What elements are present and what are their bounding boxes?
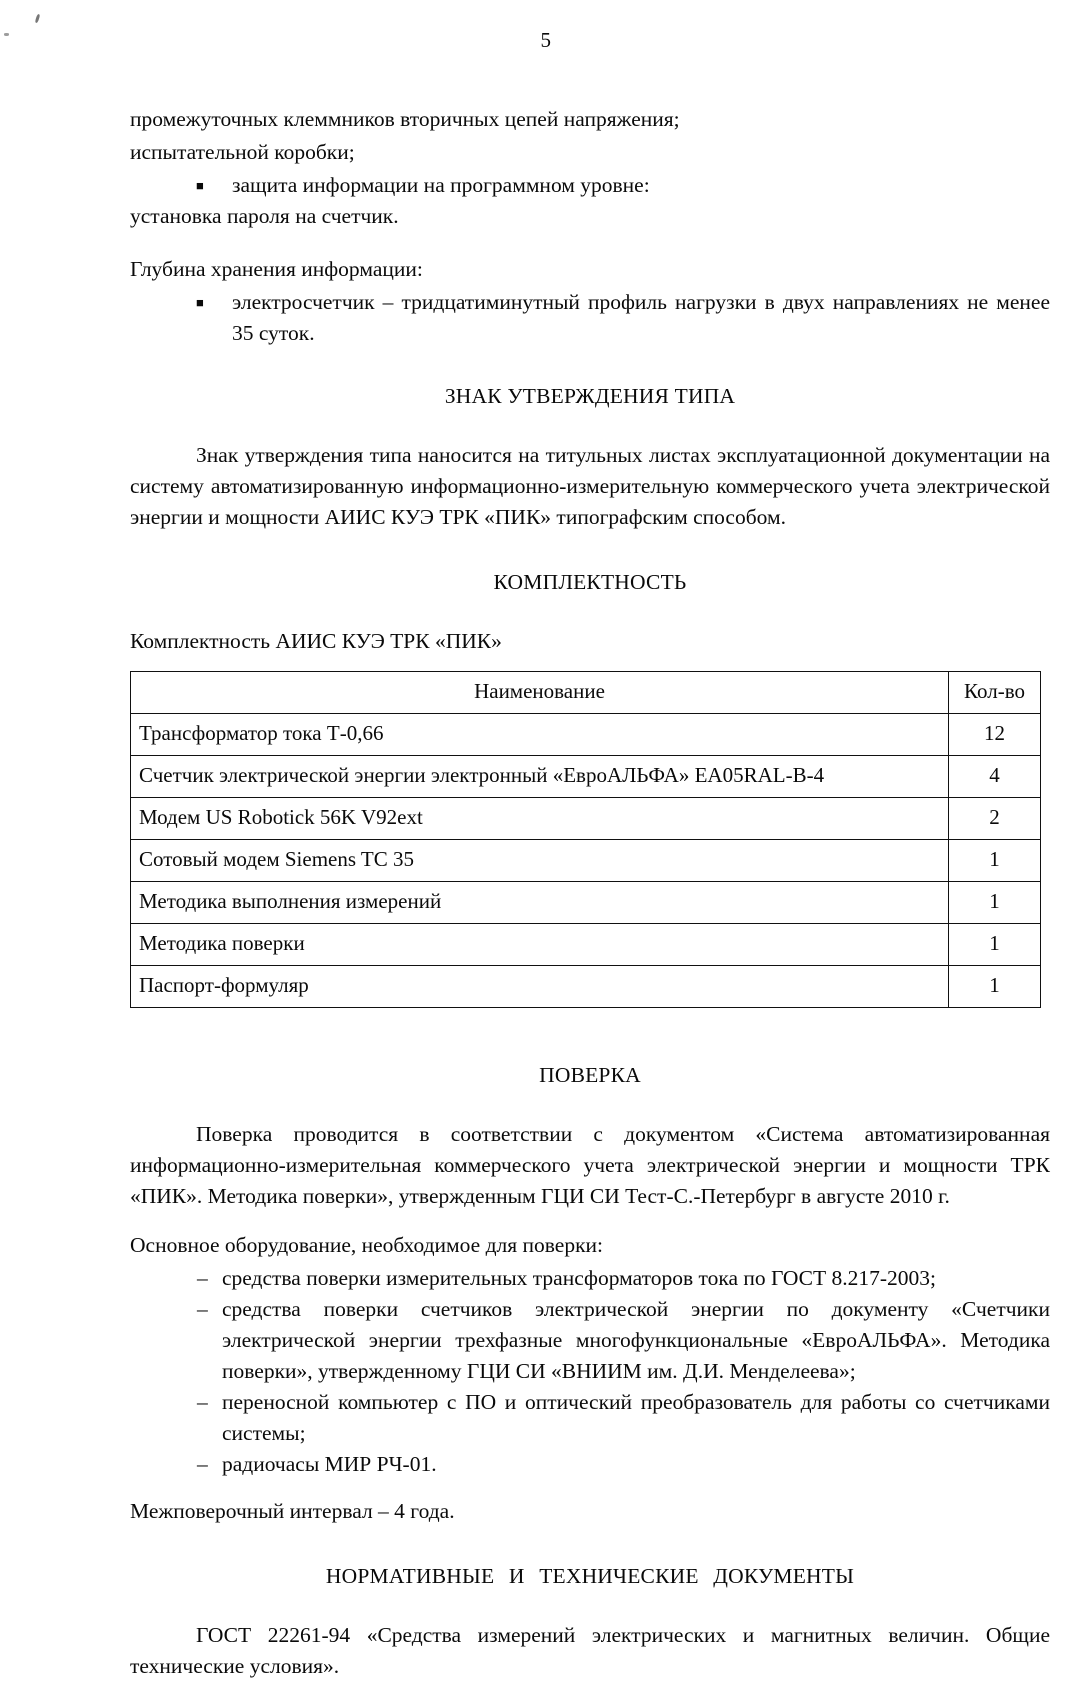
page-number: 5 [540,28,552,52]
table-row [131,882,1041,924]
table-cell-qty: 4 [949,756,1041,798]
equipment-intro: Основное оборудование, необходимое для поверки: [130,1233,604,1257]
heading-normative-part-1: НОРМАТИВНЫЕ [325,1564,495,1588]
equipment-item [130,1387,1050,1449]
equipment-item-text: средства поверки измерительных трансформаторов тока по ГОСТ 8.217-2003; [222,1266,937,1290]
table-cell-qty: 1 [949,966,1041,1008]
heading-normative-documents [130,1561,1050,1592]
equipment-item [130,1294,1050,1387]
bullet-item-protection-text: защита информации на программном уровне: [232,173,650,197]
bullet-item-protection [130,170,1050,201]
continuation-line-2: испытательной коробки; [130,140,355,164]
equipment-item-text: радиочасы МИР РЧ-01. [222,1452,437,1476]
table-header-row [131,672,1041,714]
table-cell-qty: 1 [949,840,1041,882]
table-header-qty: Кол-во [949,672,1041,714]
table-row [131,756,1041,798]
table-cell-qty: 1 [949,882,1041,924]
table-cell-qty: 12 [949,714,1041,756]
table-cell-name: Методика выполнения измерений [131,882,949,924]
heading-normative-part-3: ТЕХНИЧЕСКИЕ [539,1564,699,1588]
heading-normative-part-4: ДОКУМЕНТЫ [713,1564,855,1588]
protection-followup: установка пароля на счетчик. [130,204,399,228]
continuation-line-1: промежуточных клеммников вторичных цепей напряжения; [130,107,680,131]
table-row [131,924,1041,966]
bullet-item-storage [130,287,1050,349]
table-cell-name: Сотовый модем Siemens TC 35 [131,840,949,882]
table-cell-name: Трансформатор тока Т-0,66 [131,714,949,756]
equipment-item-text: средства поверки счетчиков электрической энергии по документу «Счетчики электрической энергии трехфазные многофункциональные «ЕвроАЛЬФА». Методика поверки», утвержденному ГЦИ СИ «ВНИИМ им. Д.И. Менделеева»; [222,1297,1050,1383]
bullet-item-storage-text: электросчетчик – тридцатиминутный профиль нагрузки в двух направлениях не менее 35 суток. [232,290,1050,345]
completeness-table [130,671,1041,1008]
normative-paragraph: ГОСТ 22261-94 «Средства измерений электрических и магнитных величин. Общие технические условия». [130,1623,1050,1678]
page-content [130,104,1050,1684]
table-cell-name: Счетчик электрической энергии электронный «ЕвроАЛЬФА» ЕА05RAL-B-4 [131,756,949,798]
completeness-subtitle: Комплектность АИИС КУЭ ТРК «ПИК» [130,629,502,653]
equipment-item-text: переносной компьютер с ПО и оптический преобразователь для работы со счетчиками системы; [222,1390,1050,1445]
type-approval-paragraph: Знак утверждения типа наносится на титульных листах эксплуатационной документации на систему автоматизированную информационно-измерительную коммерческого учета электрической энергии и мощности АИИС КУЭ ТРК «ПИК» типографским способом. [130,443,1050,529]
table-cell-name: Модем US Robotick 56K V92ext [131,798,949,840]
storage-depth-intro: Глубина хранения информации: [130,257,423,281]
table-cell-qty: 1 [949,924,1041,966]
table-row [131,798,1041,840]
dash-bullet-icon: – [197,1266,208,1290]
verification-paragraph: Поверка проводится в соответствии с документом «Система автоматизированная информационно-измерительная коммерческого учета электрической энергии и мощности ТРК «ПИК». Методика поверки», утвержденным ГЦИ СИ Тест-С.-Петербург в августе 2010 г. [130,1122,1050,1208]
square-bullet-icon: ■ [196,295,204,310]
table-header-name: Наименование [131,672,949,714]
equipment-item [130,1449,1050,1480]
table-cell-name: Паспорт-формуляр [131,966,949,1008]
table-cell-name: Методика поверки [131,924,949,966]
verification-interval: Межповерочный интервал – 4 года. [130,1499,455,1523]
heading-normative-part-2: И [508,1564,525,1588]
table-row [131,714,1041,756]
table-cell-qty: 2 [949,798,1041,840]
dash-bullet-icon: – [197,1452,208,1476]
square-bullet-icon: ■ [196,178,204,193]
scan-artifact-speck [35,14,41,23]
dash-bullet-icon: – [197,1390,208,1414]
table-row [131,840,1041,882]
dash-bullet-icon: – [197,1297,208,1321]
heading-verification: ПОВЕРКА [539,1063,641,1087]
equipment-item [130,1263,1050,1294]
table-row [131,966,1041,1008]
heading-type-approval: ЗНАК УТВЕРЖДЕНИЯ ТИПА [444,384,736,408]
heading-completeness: КОМПЛЕКТНОСТЬ [493,570,687,594]
